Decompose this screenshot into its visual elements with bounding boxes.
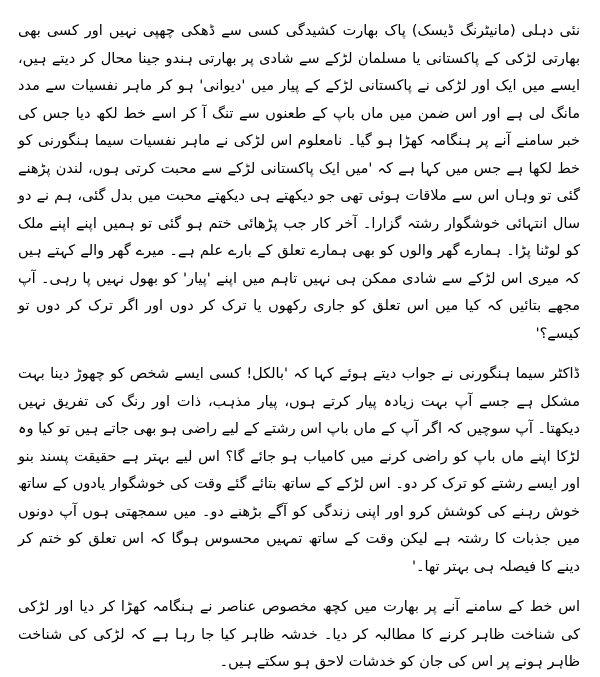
paragraph-reaction: اس خط کے سامنے آنے پر بھارت میں کچھ مخصوص عناصر نے ہنگامہ کھڑا کر دیا اور لڑکی کی شناخت ظاہر کرنے کا مطالبہ کر دیا۔ خدشہ ظاہر کیا جا رہا ہے کہ لڑکی کی شناخت ظاہر ہونے پر اس کی جان کو خدشات لاحق ہو سکتے ہیں۔ [18,599,580,670]
paragraph-reply: ڈاکٹر سیما ہنگورنی نے جواب دیتے ہوئے کہا کہ 'بالکل! کسی ایسے شخص کو چھوڑ دینا بہت مشکل ہے جسے آپ بہت زیادہ پیار کرتے ہوں، پیار مذہب، ذات اور رنگ کی تفریق نہیں دیکھتا۔ آپ سوچیں کہ اگر آپ کے ماں باپ اس رشتے کے لیے راضی ہو بھی جاتے ہیں تو کیا وہ لڑکا اپنے ماں باپ کو راضی کرنے میں کامیاب ہو جائے گا؟ اس لیے بہتر ہے حقیقت پسند بنو اور ایسے رشتے کو ترک کر دو۔ اس لڑکے کے ساتھ بتائے گئے وقت کی خوشگوار یادوں کے ساتھ خوش رہنے کی کوشش کرو اور اپنی زندگی کو آگے بڑھنے دو۔ میں سمجھتی ہوں آپ دونوں میں جذبات کا رشتہ ہے لیکن وقت کے ساتھ تمہیں محسوس ہوگا کہ اس تعلق کو ختم کر دینے کا فیصلہ ہی بہتر تھا۔' [18,366,580,575]
paragraph-letter: نئی دہلی (مانیٹرنگ ڈیسک) پاک بھارت کشیدگی کسی سے ڈھکی چھپی نہیں اور کسی بھی بھارتی لڑکی کے پاکستانی یا مسلمان لڑکے سے شادی پر بھارتی ہندو جینا محال کر دیتے ہیں، ایسے میں ایک اور لڑکی نے پاکستانی لڑکے کے پیار میں 'دیوانی' ہو کر ماہر نفسیات سے مدد مانگ لی ہے اور اس ضمن میں ماں باپ کے طعنوں سے تنگ آ کر اسے خط لکھ دیا جس کی خبر سامنے آنے پر ہنگامہ کھڑا ہو گیا۔ نامعلوم اس لڑکی نے ماہر نفسیات سیما ہنگورنی کو خط لکھا ہے جس میں کہا ہے کہ 'میں ایک پاکستانی لڑکے سے محبت کرتی ہوں، لندن پڑھنے گئی تو وہاں اس سے ملاقات ہوئی تھی جو دیکھتے ہی دیکھتے محبت میں بدل گئی، ہم نے دو سال انتہائی خوشگوار رشتہ گزارا۔ آخر کار جب پڑھائی ختم ہو گئی تو ہمیں اپنے اپنے ملک کو لوٹنا پڑا۔ ہمارے گھر والوں کو بھی ہمارے تعلق کے بارے علم ہے۔ میرے گھر والے کہتے ہیں کہ میری اس لڑکے سے شادی ممکن ہی نہیں تاہم میں اپنے 'پیار' کو بھول نہیں پا رہی۔ آپ مجھے بتائیں کہ کیا میں اس تعلق کو جاری رکھوں یا ترک کر دوں اور اگر ترک کر دوں تو کیسے؟' [18,23,580,342]
